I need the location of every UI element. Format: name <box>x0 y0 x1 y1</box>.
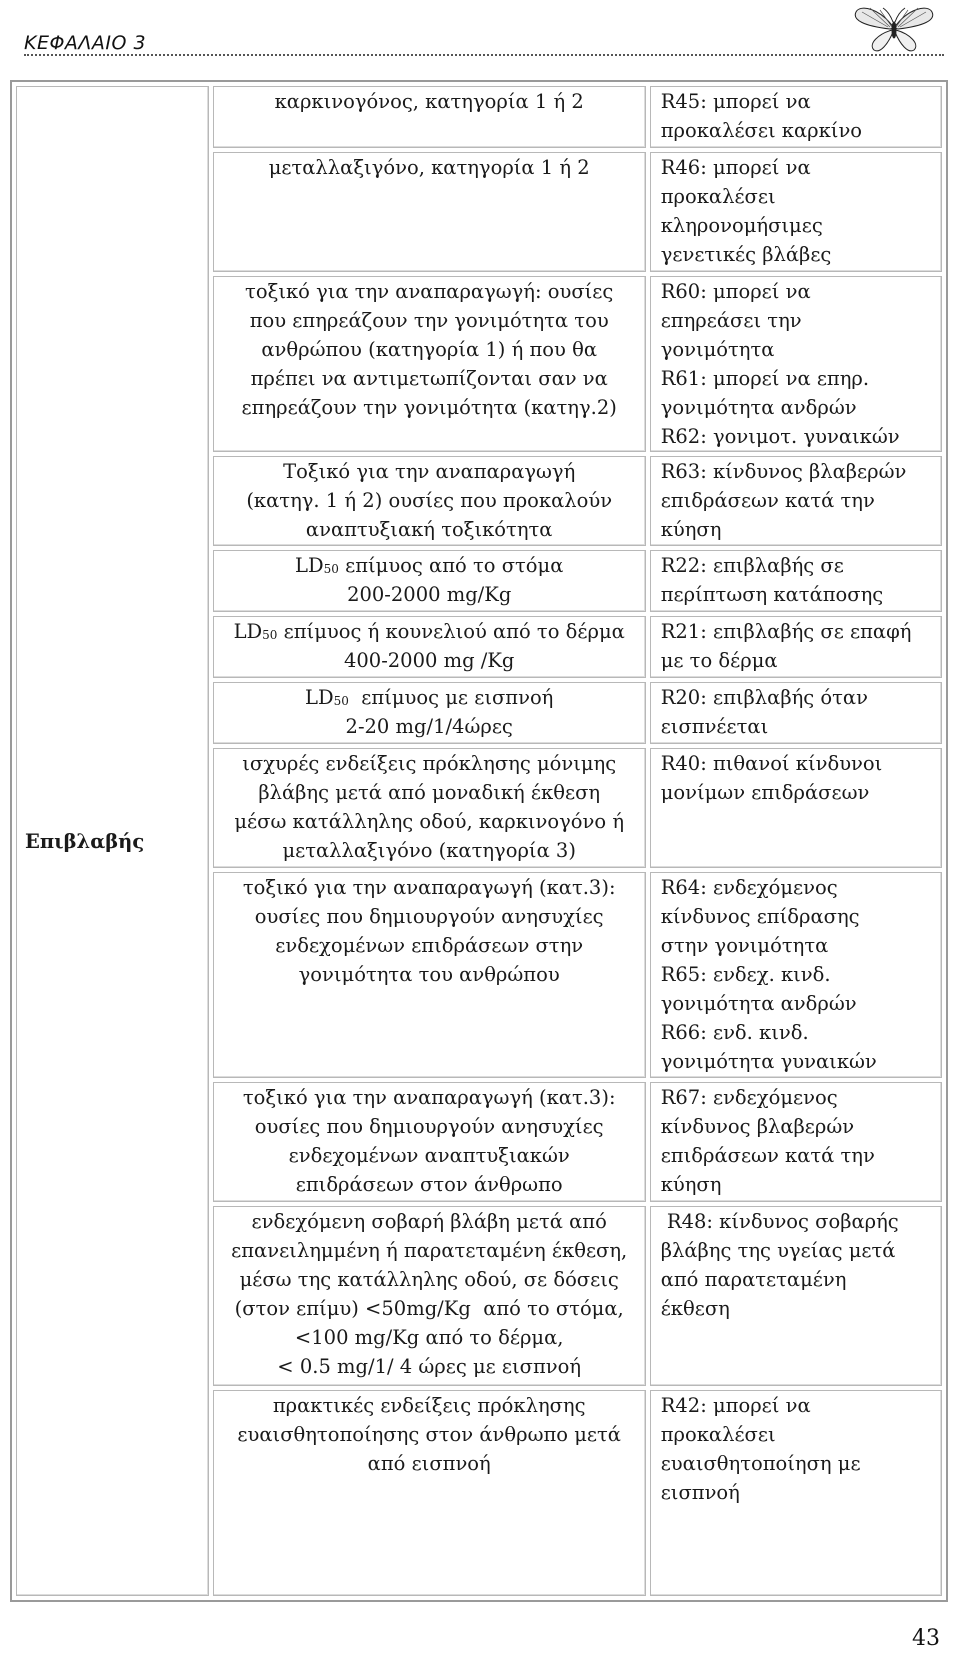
phrase-text: επηρεάσει την <box>660 309 802 332</box>
table-row <box>16 86 942 148</box>
criteria-text: επηρεάζουν την γονιμότητα (κατηγ.2) <box>241 396 617 419</box>
criteria-text: επίμυος ή κουνελιού από το δέρμα <box>277 620 625 643</box>
phrase-text: έκθεση <box>660 1297 730 1320</box>
criteria-text: ουσίες που δημιουργούν ανησυχίες <box>254 905 604 928</box>
phrase-cell <box>650 550 942 612</box>
phrase-text: R45: μπορεί να <box>660 90 811 113</box>
chapter-title: ΚΕΦΑΛΑΙΟ 3 <box>24 32 147 54</box>
phrase-text: στην γονιμότητα <box>660 934 829 957</box>
criteria-text: ευαισθητοποίησης στον άνθρωπο μετά <box>237 1423 621 1446</box>
criteria-text: ενδεχομένων αναπτυξιακών <box>288 1144 570 1167</box>
phrase-text: R48: κίνδυνος σοβαρής <box>660 1210 899 1233</box>
phrase-text: με το δέρμα <box>660 649 778 672</box>
criteria-text: μέσω της κατάλληλης οδού, σε δόσεις <box>239 1268 619 1291</box>
criteria-text: ουσίες που δημιουργούν ανησυχίες <box>254 1115 604 1138</box>
criteria-text: τοξικό για την αναπαραγωγή (κατ.3): <box>242 876 616 899</box>
phrase-text: κίνδυνος επίδρασης <box>660 905 860 928</box>
criteria-cell <box>213 86 646 148</box>
criteria-text <box>220 551 639 580</box>
phrase-text: R21: επιβλαβής σε επαφή <box>660 620 912 643</box>
phrase-text: R64: ενδεχόμενος <box>660 876 838 899</box>
phrase-cell <box>650 872 942 1078</box>
criteria-text: γονιμότητα του ανθρώπου <box>298 963 560 986</box>
criteria-text: βλάβης μετά από μοναδική έκθεση <box>258 781 601 804</box>
criteria-text: ενδεχομένων επιδράσεων στην <box>275 934 584 957</box>
phrase-text: κύηση <box>660 518 722 541</box>
criteria-text: τοξικό για την αναπαραγωγή: ουσίες <box>245 280 614 303</box>
phrase-text: προκαλέσει <box>660 1423 776 1446</box>
criteria-text: επίμυος από το στόμα <box>338 554 564 577</box>
criteria-text: (στον επίμυ) <50mg/Kg από το στόμα, <box>234 1297 624 1320</box>
criteria-cell <box>213 152 646 272</box>
phrase-text: R66: ενδ. κινδ. <box>660 1021 809 1044</box>
phrase-cell <box>650 276 942 452</box>
phrase-text: κληρονομήσιμες <box>660 214 823 237</box>
hazard-table <box>10 80 948 1602</box>
criteria-text: 200-2000 mg/Kg <box>347 583 512 606</box>
ld-subscript: 50 <box>262 628 278 642</box>
phrase-text: R65: ενδεχ. κινδ. <box>660 963 831 986</box>
ld-subscript: 50 <box>323 562 339 576</box>
butterfly-icon <box>850 2 938 54</box>
phrase-text: βλάβης της υγείας μετά <box>660 1239 896 1262</box>
phrase-text: R60: μπορεί να <box>660 280 811 303</box>
phrase-text: γονιμότητα <box>660 338 775 361</box>
criteria-text: 2-20 mg/1/4ώρες <box>345 715 513 738</box>
criteria-text: επίμυος με εισπνοή <box>348 686 554 709</box>
criteria-text: επιδράσεων στον άνθρωπο <box>295 1173 563 1196</box>
phrase-cell <box>650 152 942 272</box>
criteria-cell <box>213 1206 646 1386</box>
category-label: Επιβλαβής <box>25 829 145 853</box>
phrase-text: προκαλέσει <box>660 185 776 208</box>
phrase-text: κίνδυνος βλαβερών <box>660 1115 855 1138</box>
criteria-text: μεταλλαξιγόνο, κατηγορία 1 ή 2 <box>268 156 590 179</box>
phrase-cell <box>650 748 942 868</box>
criteria-cell <box>213 276 646 452</box>
criteria-text: ισχυρές ενδείξεις πρόκλησης μόνιμης <box>242 752 617 775</box>
phrase-text: R61: μπορεί να επηρ. <box>660 367 870 390</box>
phrase-cell <box>650 1206 942 1386</box>
ld-subscript: 50 <box>333 694 349 708</box>
criteria-text: μεταλλαξιγόνο (κατηγορία 3) <box>282 839 576 862</box>
criteria-cell <box>213 456 646 546</box>
phrase-text: κύηση <box>660 1173 722 1196</box>
criteria-text: ενδεχόμενη σοβαρή βλάβη μετά από <box>251 1210 607 1233</box>
criteria-text: (κατηγ. 1 ή 2) ουσίες που προκαλούν <box>246 489 613 512</box>
criteria-cell <box>213 1390 646 1596</box>
phrase-text: R63: κίνδυνος βλαβερών <box>660 460 907 483</box>
phrase-text: περίπτωση κατάποσης <box>660 583 884 606</box>
criteria-text: επανειλημμένη ή παρατεταμένη έκθεση, <box>231 1239 628 1262</box>
criteria-text: αναπτυξιακή τοξικότητα <box>305 518 553 541</box>
phrase-text: από παρατεταμένη <box>660 1268 847 1291</box>
criteria-text: από εισπνοή <box>367 1452 491 1475</box>
phrase-cell <box>650 616 942 678</box>
phrase-cell <box>650 1390 942 1596</box>
phrase-text: γονιμότητα ανδρών <box>660 396 857 419</box>
phrase-text: R67: ενδεχόμενος <box>660 1086 838 1109</box>
criteria-text <box>220 683 639 712</box>
phrase-cell <box>650 682 942 744</box>
phrase-text: μονίμων επιδράσεων <box>660 781 870 804</box>
criteria-cell <box>213 682 646 744</box>
ld-label: LD <box>233 620 263 643</box>
phrase-cell <box>650 86 942 148</box>
criteria-cell <box>213 616 646 678</box>
phrase-text: επιδράσεων κατά την <box>660 489 875 512</box>
criteria-text: καρκινογόνος, κατηγορία 1 ή 2 <box>274 90 584 113</box>
phrase-text: γονιμότητα ανδρών <box>660 992 857 1015</box>
phrase-text: R22: επιβλαβής σε <box>660 554 844 577</box>
ld-label: LD <box>295 554 324 577</box>
criteria-text: πρέπει να αντιμετωπίζονται σαν να <box>250 367 608 390</box>
criteria-text: που επηρεάζουν την γονιμότητα του <box>249 309 609 332</box>
phrase-text: R62: γονιμοτ. γυναικών <box>660 425 900 448</box>
phrase-text: γενετικές βλάβες <box>660 243 832 266</box>
phrase-text: εισπνοή <box>660 1481 740 1504</box>
phrase-text: γονιμότητα γυναικών <box>660 1050 877 1073</box>
phrase-text: προκαλέσει καρκίνο <box>660 119 863 142</box>
criteria-text: Τοξικό για την αναπαραγωγή <box>283 460 576 483</box>
criteria-text: μέσω κατάλληλης οδού, καρκινογόνο ή <box>234 810 625 833</box>
phrase-cell <box>650 1082 942 1202</box>
criteria-cell <box>213 872 646 1078</box>
criteria-cell <box>213 1082 646 1202</box>
phrase-text: ευαισθητοποίηση με <box>660 1452 861 1475</box>
phrase-text: R20: επιβλαβής όταν <box>660 686 868 709</box>
page-header <box>24 30 944 56</box>
criteria-cell <box>213 550 646 612</box>
criteria-text: ανθρώπου (κατηγορία 1) ή που θα <box>261 338 598 361</box>
criteria-text: τοξικό για την αναπαραγωγή (κατ.3): <box>242 1086 616 1109</box>
page-number: 43 <box>912 1626 940 1651</box>
phrase-text: R40: πιθανοί κίνδυνοι <box>660 752 883 775</box>
phrase-text: εισπνέεται <box>660 715 769 738</box>
category-cell <box>16 86 209 1596</box>
phrase-text: R46: μπορεί να <box>660 156 811 179</box>
criteria-text: <100 mg/Kg από το δέρμα, <box>294 1326 564 1349</box>
criteria-text: πρακτικές ενδείξεις πρόκλησης <box>272 1394 586 1417</box>
phrase-text: R42: μπορεί να <box>660 1394 811 1417</box>
criteria-text: < 0.5 mg/1/ 4 ώρες με εισπνοή <box>277 1355 582 1378</box>
criteria-text <box>220 617 639 646</box>
phrase-cell <box>650 456 942 546</box>
phrase-text: επιδράσεων κατά την <box>660 1144 875 1167</box>
ld-label: LD <box>305 686 334 709</box>
criteria-text: 400-2000 mg /Kg <box>343 649 515 672</box>
criteria-cell <box>213 748 646 868</box>
